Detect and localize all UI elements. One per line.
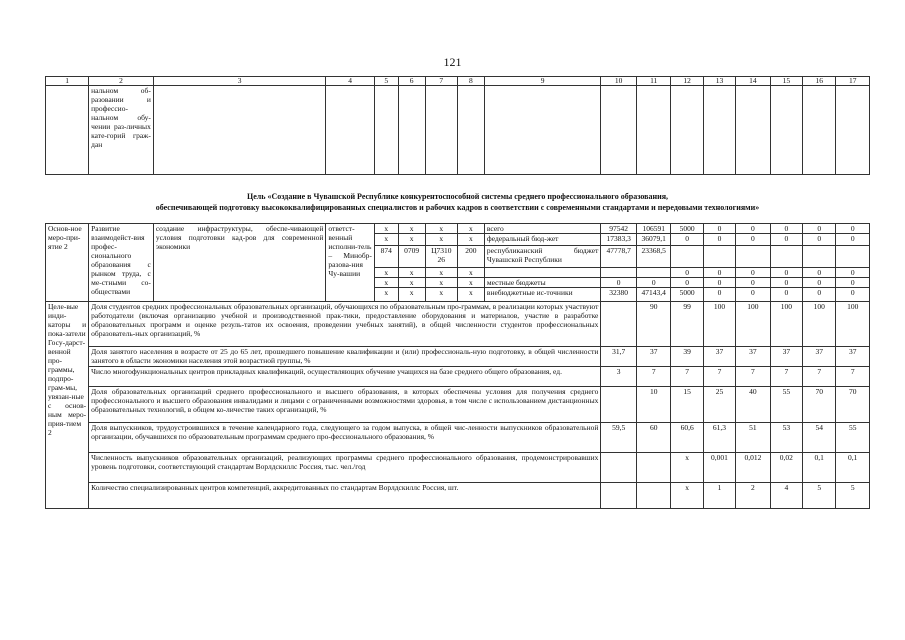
measure-value xyxy=(601,268,637,278)
measure-value: 0 xyxy=(836,268,870,278)
indicator-value: 53 xyxy=(770,423,802,453)
measure-value xyxy=(703,246,735,268)
indicator-text: Число многофункциональных центров прикладных квалификаций, осуществляющих обучение учащихся на базе среднего общего образования, ед. xyxy=(89,367,601,387)
indicator-value: 37 xyxy=(636,347,671,367)
measure-value: 0 xyxy=(736,278,771,288)
measure-value: 47143,4 xyxy=(636,288,671,302)
indicator-text: Доля студентов средних профессиональных образовательных организаций, обучающихся по образовательным про-граммам, в реализации которых участвуют работодатели (включая организацию учебной и производственной прак-тики, предоставление оборудования и материалов, участие в разработке образовательных программ и оценке резуль-татов их освоения, проведении учебных занятий), в общей численности студентов профессиональных образователь-ных организаций, % xyxy=(89,302,601,347)
indicator-value: 90 xyxy=(636,302,671,347)
measure-value: 106591 xyxy=(636,224,671,234)
measure-value: 47778,7 xyxy=(601,246,637,268)
column-number-row xyxy=(46,77,870,86)
indicator-value: 55 xyxy=(770,387,802,423)
indicator-value: 100 xyxy=(836,302,870,347)
indicator-text: Доля занятого населения в возрасте от 25 до 65 лет, прошедшего повышение квалификации и (или) профессиональ-ную подготовку, в общей численности занятого в области экономики населения этой возрастной группы, % xyxy=(89,347,601,367)
indicator-value: 7 xyxy=(671,367,703,387)
measure-value: 0 xyxy=(770,288,802,302)
indicator-text: Численность выпускников образовательных организаций, реализующих программы среднего профессионального образования, продемонстрировавших уровень подготовки, соответствующий стандартам Ворлдскиллс Россия, тыс. чел./год xyxy=(89,453,601,483)
indicator-value: 4 xyxy=(770,483,802,509)
measure-value: 0 xyxy=(802,234,835,246)
column-number-9: 9 xyxy=(484,77,600,86)
funding-source xyxy=(484,268,600,278)
measure-value: 0 xyxy=(770,224,802,234)
continuation-table xyxy=(45,76,870,175)
indicator-value: x xyxy=(671,453,703,483)
measure-code-c6: 0709 xyxy=(398,246,425,268)
indicator-value: 37 xyxy=(703,347,735,367)
measure-code-c8: x xyxy=(457,288,484,302)
indicator-value xyxy=(601,302,637,347)
indicator-value: 51 xyxy=(736,423,771,453)
measure-value: 0 xyxy=(770,278,802,288)
indicator-value: 100 xyxy=(703,302,735,347)
column-number-4: 4 xyxy=(326,77,375,86)
indicator-value: 15 xyxy=(671,387,703,423)
indicator-text: Количество специализированных центров компетенций, аккредитованных по стандартам Ворлдскиллс Россия, шт. xyxy=(89,483,601,509)
column-number-15: 15 xyxy=(770,77,802,86)
measure-code-c7: x xyxy=(425,224,457,234)
indicator-value: 7 xyxy=(802,367,835,387)
funding-source: всего xyxy=(484,224,600,234)
measure-col3: создание инфраструктуры, обеспе-чивающей условия подготовки кад-ров для современной экономики xyxy=(153,224,326,302)
goal-line-1: Цель «Создание в Чувашской Республике конкурентоспособной системы среднего профессионального образования, xyxy=(246,192,669,201)
measure-code-c6: x xyxy=(398,224,425,234)
measure-value: 0 xyxy=(671,268,703,278)
measure-value: 0 xyxy=(802,224,835,234)
indicator-value: 1 xyxy=(703,483,735,509)
indicator-value: 70 xyxy=(836,387,870,423)
measure-code-c5: 874 xyxy=(374,246,398,268)
indicator-value: 0,1 xyxy=(836,453,870,483)
measure-code-c8: x xyxy=(457,234,484,246)
measure-code-c7: x xyxy=(425,288,457,302)
measure-code-c8: x xyxy=(457,268,484,278)
measure-table xyxy=(45,223,870,509)
indicator-value: 2 xyxy=(736,483,771,509)
measure-code-c7: x xyxy=(425,268,457,278)
goal-heading xyxy=(45,191,870,213)
continuation-text: нальном об-разовании и профессио-нальном обу-чении раз-личных кате-горий граж-дан xyxy=(89,86,154,175)
indicator-value: 25 xyxy=(703,387,735,423)
measure-value xyxy=(636,268,671,278)
column-number-11: 11 xyxy=(636,77,671,86)
indicator-row xyxy=(46,347,870,367)
indicator-value: 5 xyxy=(836,483,870,509)
indicator-value: 70 xyxy=(802,387,835,423)
measure-code-c6: x xyxy=(398,268,425,278)
measure-value: 0 xyxy=(836,288,870,302)
measure-value: 0 xyxy=(671,278,703,288)
column-number-2: 2 xyxy=(89,77,154,86)
continuation-row xyxy=(46,86,870,175)
measure-value: 0 xyxy=(770,234,802,246)
funding-source: местные бюджеты xyxy=(484,278,600,288)
column-number-7: 7 xyxy=(425,77,457,86)
indicator-row xyxy=(46,423,870,453)
indicator-row xyxy=(46,387,870,423)
indicator-value: 39 xyxy=(671,347,703,367)
measure-value: 36079,1 xyxy=(636,234,671,246)
measure-value: 97542 xyxy=(601,224,637,234)
measure-value: 0 xyxy=(802,288,835,302)
indicator-row xyxy=(46,453,870,483)
page-number: 121 xyxy=(443,55,462,69)
measure-value xyxy=(671,246,703,268)
indicator-value: 40 xyxy=(736,387,771,423)
column-number-17: 17 xyxy=(836,77,870,86)
indicator-value: 5 xyxy=(802,483,835,509)
measure-value: 0 xyxy=(770,268,802,278)
indicator-value: 37 xyxy=(836,347,870,367)
measure-value: 0 xyxy=(703,234,735,246)
indicator-value: 0,1 xyxy=(802,453,835,483)
measure-value xyxy=(736,246,771,268)
measure-code-c5: x xyxy=(374,234,398,246)
measure-value: 0 xyxy=(802,278,835,288)
measure-value: 0 xyxy=(836,234,870,246)
measure-code-c5: x xyxy=(374,288,398,302)
indicator-value: 100 xyxy=(802,302,835,347)
indicator-row xyxy=(46,302,870,347)
measure-value: 0 xyxy=(671,234,703,246)
indicator-value: 59,5 xyxy=(601,423,637,453)
measure-value: 0 xyxy=(703,268,735,278)
column-number-10: 10 xyxy=(601,77,637,86)
indicator-row xyxy=(46,367,870,387)
measure-code-c5: x xyxy=(374,268,398,278)
measure-value: 0 xyxy=(636,278,671,288)
indicator-value: 37 xyxy=(802,347,835,367)
indicator-value xyxy=(636,483,671,509)
measure-code-c7: x xyxy=(425,278,457,288)
column-number-8: 8 xyxy=(457,77,484,86)
measure-code-c7: Ц7310 26 xyxy=(425,246,457,268)
measure-code-c6: x xyxy=(398,278,425,288)
measure-code-c6: x xyxy=(398,288,425,302)
measure-value: 32380 xyxy=(601,288,637,302)
measure-value: 0 xyxy=(736,268,771,278)
measure-value: 5000 xyxy=(671,224,703,234)
measure-value xyxy=(836,246,870,268)
column-number-3: 3 xyxy=(153,77,326,86)
measure-value: 0 xyxy=(736,234,771,246)
column-number-6: 6 xyxy=(398,77,425,86)
indicator-value: 37 xyxy=(770,347,802,367)
measure-value: 0 xyxy=(802,268,835,278)
indicator-value: 100 xyxy=(770,302,802,347)
measure-col2: Развитие взаимодейст-вия профес-сионального образования с рынком труда, с ме-стными со-обществами xyxy=(89,224,154,302)
indicator-value: 7 xyxy=(736,367,771,387)
measure-value: 0 xyxy=(736,288,771,302)
indicator-value: 55 xyxy=(836,423,870,453)
measure-code-c8: x xyxy=(457,278,484,288)
measure-code-c8: 200 xyxy=(457,246,484,268)
indicator-value: 99 xyxy=(671,302,703,347)
measure-value: 17383,3 xyxy=(601,234,637,246)
measure-row xyxy=(46,224,870,234)
indicator-value xyxy=(636,453,671,483)
indicator-value: 7 xyxy=(836,367,870,387)
indicator-value xyxy=(601,387,637,423)
funding-source: федеральный бюд-жет xyxy=(484,234,600,246)
measure-value: 0 xyxy=(703,278,735,288)
indicator-value: 0,001 xyxy=(703,453,735,483)
indicator-text: Доля выпускников, трудоустроившихся в течение календарного года, следующего за годом выпуска, в общей чис-ленности выпускников образовательной организации, обучавшихся по образовательным программам среднего про-фессионального образования, % xyxy=(89,423,601,453)
measure-code-c8: x xyxy=(457,224,484,234)
measure-code-c5: x xyxy=(374,278,398,288)
indicator-value: 7 xyxy=(770,367,802,387)
indicators-label: Целе-вые инди-каторы и пока-затели Госу-дарст-венной про-граммы, подпро-грам-мы, увязан-ные с основ-ным меро-прия-тием 2 xyxy=(46,302,89,509)
indicator-value: 0,012 xyxy=(736,453,771,483)
column-number-12: 12 xyxy=(671,77,703,86)
indicator-value: 37 xyxy=(736,347,771,367)
measure-value: 0 xyxy=(836,224,870,234)
indicator-value: 61,3 xyxy=(703,423,735,453)
column-number-14: 14 xyxy=(736,77,771,86)
indicator-value: 54 xyxy=(802,423,835,453)
measure-code-c7: x xyxy=(425,234,457,246)
column-number-16: 16 xyxy=(802,77,835,86)
measure-code-c6: x xyxy=(398,234,425,246)
measure-value xyxy=(770,246,802,268)
measure-value xyxy=(802,246,835,268)
indicator-value: 100 xyxy=(736,302,771,347)
column-number-1: 1 xyxy=(46,77,89,86)
goal-line-2: обеспечивающей подготовку высококвалифицированных специалистов и рабочих кадров в соответствии с современными стандартами и передовыми технологиями» xyxy=(155,203,760,212)
indicator-value: 7 xyxy=(636,367,671,387)
column-number-5: 5 xyxy=(374,77,398,86)
indicator-value: 0,02 xyxy=(770,453,802,483)
measure-value: 0 xyxy=(836,278,870,288)
funding-source: республиканский бюджет Чувашской Республики xyxy=(484,246,600,268)
indicator-value xyxy=(601,453,637,483)
indicator-row xyxy=(46,483,870,509)
indicator-value: 3 xyxy=(601,367,637,387)
measure-value: 0 xyxy=(703,288,735,302)
indicator-value: x xyxy=(671,483,703,509)
indicator-value: 60,6 xyxy=(671,423,703,453)
measure-value: 5000 xyxy=(671,288,703,302)
measure-value: 0 xyxy=(703,224,735,234)
indicator-value: 60 xyxy=(636,423,671,453)
indicator-value: 31,7 xyxy=(601,347,637,367)
measure-value: 0 xyxy=(601,278,637,288)
indicator-value xyxy=(601,483,637,509)
measure-value: 23368,5 xyxy=(636,246,671,268)
measure-value: 0 xyxy=(736,224,771,234)
column-number-13: 13 xyxy=(703,77,735,86)
funding-source: внебюджетные ис-точники xyxy=(484,288,600,302)
indicator-text: Доля образовательных организаций среднего профессионального и высшего образования, в которых обеспечены условия для получения среднего профессионального и высшего образования инвалидами и лицами с ограниченными возможностями здоровья, в том числе с использованием дистанционных образовательных технологий, в общем ко-личестве таких организаций, % xyxy=(89,387,601,423)
indicator-value: 10 xyxy=(636,387,671,423)
measure-code-c5: x xyxy=(374,224,398,234)
measure-col1: Основ-ное меро-при-ятие 2 xyxy=(46,224,89,302)
measure-col4: ответст-венный исполни-тель – Минобр-разова-ния Чу-вашии xyxy=(326,224,375,302)
indicator-value: 7 xyxy=(703,367,735,387)
